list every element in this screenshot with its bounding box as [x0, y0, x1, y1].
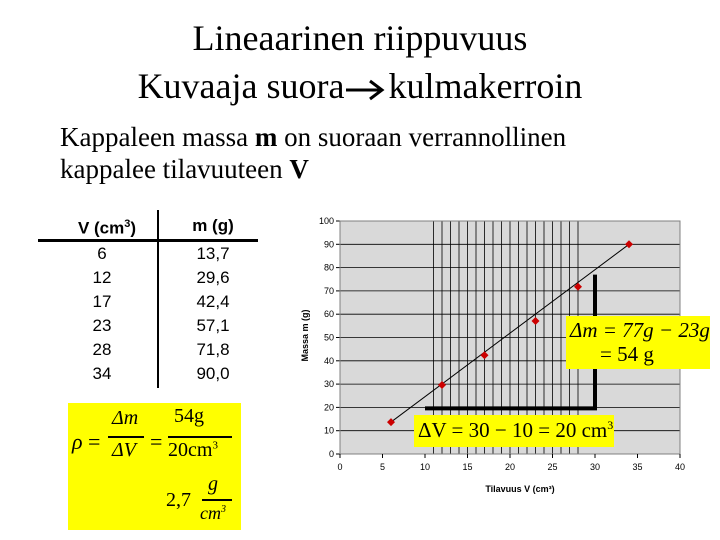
table-cell-v: 34	[92, 364, 112, 383]
x-tick-label: 25	[547, 462, 558, 472]
unit-cm-sup: 3	[221, 504, 226, 515]
para-text: Kappaleen massa	[60, 122, 255, 152]
delta-v-box	[414, 415, 614, 447]
y-tick-label: 30	[323, 379, 334, 390]
para-text-3: kappalee tilavuuteen	[60, 154, 290, 184]
delta-v-sup: 3	[607, 418, 614, 432]
y-tick-label: 60	[323, 309, 334, 320]
x-tick-label: 15	[462, 462, 473, 472]
y-tick-label: 0	[328, 449, 334, 459]
table-cell-v: 12	[92, 268, 112, 287]
table-cell-m: 42,4	[196, 292, 230, 311]
x-tick-label: 20	[504, 462, 516, 472]
y-tick-label: 100	[318, 216, 334, 226]
delta-m-line-2: = 54 g	[600, 342, 654, 366]
x-tick-label: 10	[419, 462, 431, 472]
x-axis-label: Tilavuus V (cm³)	[485, 484, 555, 494]
numerator-54g: 54g	[174, 405, 204, 427]
equals-1: =	[88, 429, 101, 454]
para-v-bold: V	[289, 154, 309, 184]
table-cell-m: 57,1	[196, 316, 230, 335]
y-axis-label: Massa m (g)	[300, 309, 310, 362]
x-tick-label: 5	[379, 462, 386, 472]
delta-v-expression	[418, 418, 613, 443]
unit-cm-text: cm	[200, 503, 221, 523]
title-line-2-start: Kuvaaja suora	[137, 66, 345, 106]
header-v-sup: 3	[124, 218, 131, 230]
y-tick-label: 40	[323, 355, 334, 366]
para-m-bold: m	[254, 122, 278, 152]
table-cell-v: 23	[92, 316, 112, 335]
denominator-sup: 3	[212, 439, 218, 452]
y-tick-label: 70	[323, 285, 334, 296]
delta-m-box	[566, 316, 710, 369]
y-tick-label: 20	[323, 402, 334, 413]
header-v-end: )	[130, 218, 137, 238]
table-cell-v: 17	[92, 292, 112, 311]
table-cell-v: 6	[97, 244, 107, 263]
table-cell-m: 90,0	[196, 364, 230, 383]
delta-m-line-1: Δm = 77g − 23g	[570, 318, 710, 342]
denominator-text: 20cm	[168, 439, 213, 461]
table-cell-m: 29,6	[196, 268, 230, 287]
rho-symbol: ρ	[72, 429, 83, 454]
y-tick-label: 50	[323, 332, 334, 343]
equals-2: =	[150, 429, 163, 454]
x-tick-label: 30	[589, 462, 601, 472]
y-tick-label: 90	[323, 239, 334, 250]
delta-m: Δm	[112, 407, 139, 429]
table-cell-m: 13,7	[196, 244, 230, 263]
unit-g: g	[208, 473, 218, 495]
table-header-m: m (g)	[192, 216, 234, 235]
title-line-2-end: kulmakerroin	[388, 66, 583, 106]
table-cell-v: 28	[92, 340, 112, 359]
table-cell-m: 71,8	[196, 340, 230, 359]
x-tick-label: 40	[674, 462, 686, 472]
density-value: 2,7	[166, 489, 191, 511]
delta-v: ΔV	[112, 439, 136, 461]
delta-v-text: ΔV = 30 − 10 = 20 cm	[418, 418, 608, 442]
para-text-2: on suoraan verrannollinen	[277, 122, 567, 152]
x-tick-label: 35	[632, 462, 643, 472]
y-tick-label: 10	[323, 425, 334, 436]
title-line-1: Lineaarinen riippuvuus	[192, 18, 528, 58]
x-tick-label: 0	[337, 462, 343, 472]
header-v-text: V (cm	[77, 218, 125, 238]
y-tick-label: 80	[323, 262, 334, 273]
